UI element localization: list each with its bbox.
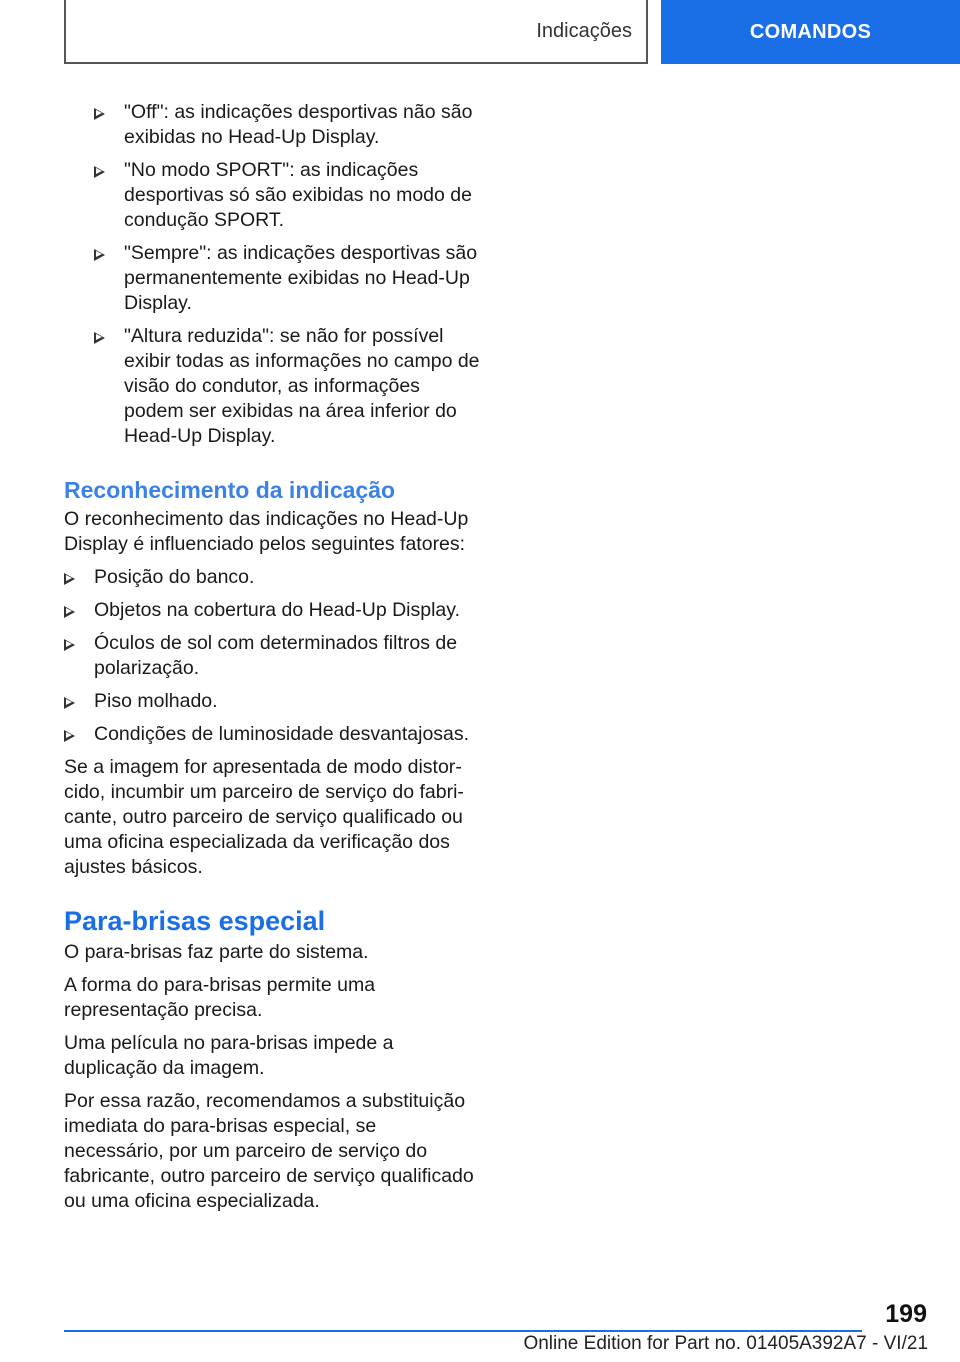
section-title: Indicações	[536, 19, 632, 42]
windscreen-paragraph: A forma do para-brisas permite uma representação precisa.	[64, 974, 376, 1021]
list-item: "Off": as indicações desportivas não são exibidas no Head-Up Display.	[94, 100, 480, 150]
triangle-bullet-icon	[94, 332, 105, 344]
triangle-bullet-icon	[64, 573, 75, 585]
list-item: Condições de luminosidade desvantajosas.	[64, 722, 480, 747]
windscreen-paragraph: Por essa razão, recomendamos a substituição imediata do para-brisas especial, se necessário, por um parceiro de serviço do fabricante, outro parceiro de serviço qualificado ou uma oficina especializada.	[64, 1090, 474, 1212]
recognition-intro: O reconhecimento das indicações no Head-Up Display é influenciado pelos seguintes fatores:	[64, 508, 469, 555]
page-number: 199	[885, 1300, 927, 1328]
windscreen-heading: Para-brisas especial	[64, 906, 326, 936]
list-item: Posição do banco.	[64, 565, 480, 590]
triangle-bullet-icon	[94, 166, 105, 178]
list-item: Óculos de sol com determinados filtros de polarização.	[64, 631, 480, 681]
chapter-title: COMANDOS	[749, 20, 872, 43]
windscreen-paragraph: O para-brisas faz parte do sistema.	[64, 941, 369, 963]
footer-edition: Online Edition for Part no. 01405A392A7 - VI/21	[523, 1333, 928, 1354]
triangle-bullet-icon	[64, 639, 75, 651]
windscreen-paragraph: Uma película no para-brisas impede a duplicação da imagem.	[64, 1032, 394, 1079]
nested-option-list	[64, 100, 480, 316]
triangle-bullet-icon	[64, 606, 75, 618]
triangle-bullet-icon	[64, 697, 75, 709]
triangle-bullet-icon	[94, 249, 105, 261]
recognition-heading: Reconhecimento da indicação	[64, 477, 396, 503]
list-item: Piso molhado.	[64, 689, 480, 714]
list-item: "Altura reduzida": se não for possível exibir todas as informações no campo de visão do condutor, as informações podem ser exibidas na área inferior do Head-Up Display.	[94, 324, 480, 449]
list-item: Objetos na cobertura do Head-Up Display.	[64, 598, 480, 623]
list-item: "No modo SPORT": as indicações desportivas só são exibidas no modo de condução SPORT.	[94, 158, 480, 233]
running-header-section	[64, 0, 648, 64]
running-header-chapter	[661, 0, 960, 64]
list-item: "Sempre": as indicações desportivas são permanentemente exibidas no Head-Up Display.	[94, 241, 480, 316]
recognition-note: Se a imagem for apresentada de modo distorcido, incumbir um parceiro de serviço do fabricante, outro parceiro de serviço qualificado ou uma oficina especializada da verificação dos ajustes básicos.	[64, 756, 464, 878]
triangle-bullet-icon	[94, 108, 105, 120]
triangle-bullet-icon	[64, 730, 75, 742]
recognition-factor-list	[64, 565, 480, 747]
footer-divider	[64, 1330, 862, 1332]
page-content	[64, 100, 480, 1222]
option-list	[64, 324, 480, 449]
